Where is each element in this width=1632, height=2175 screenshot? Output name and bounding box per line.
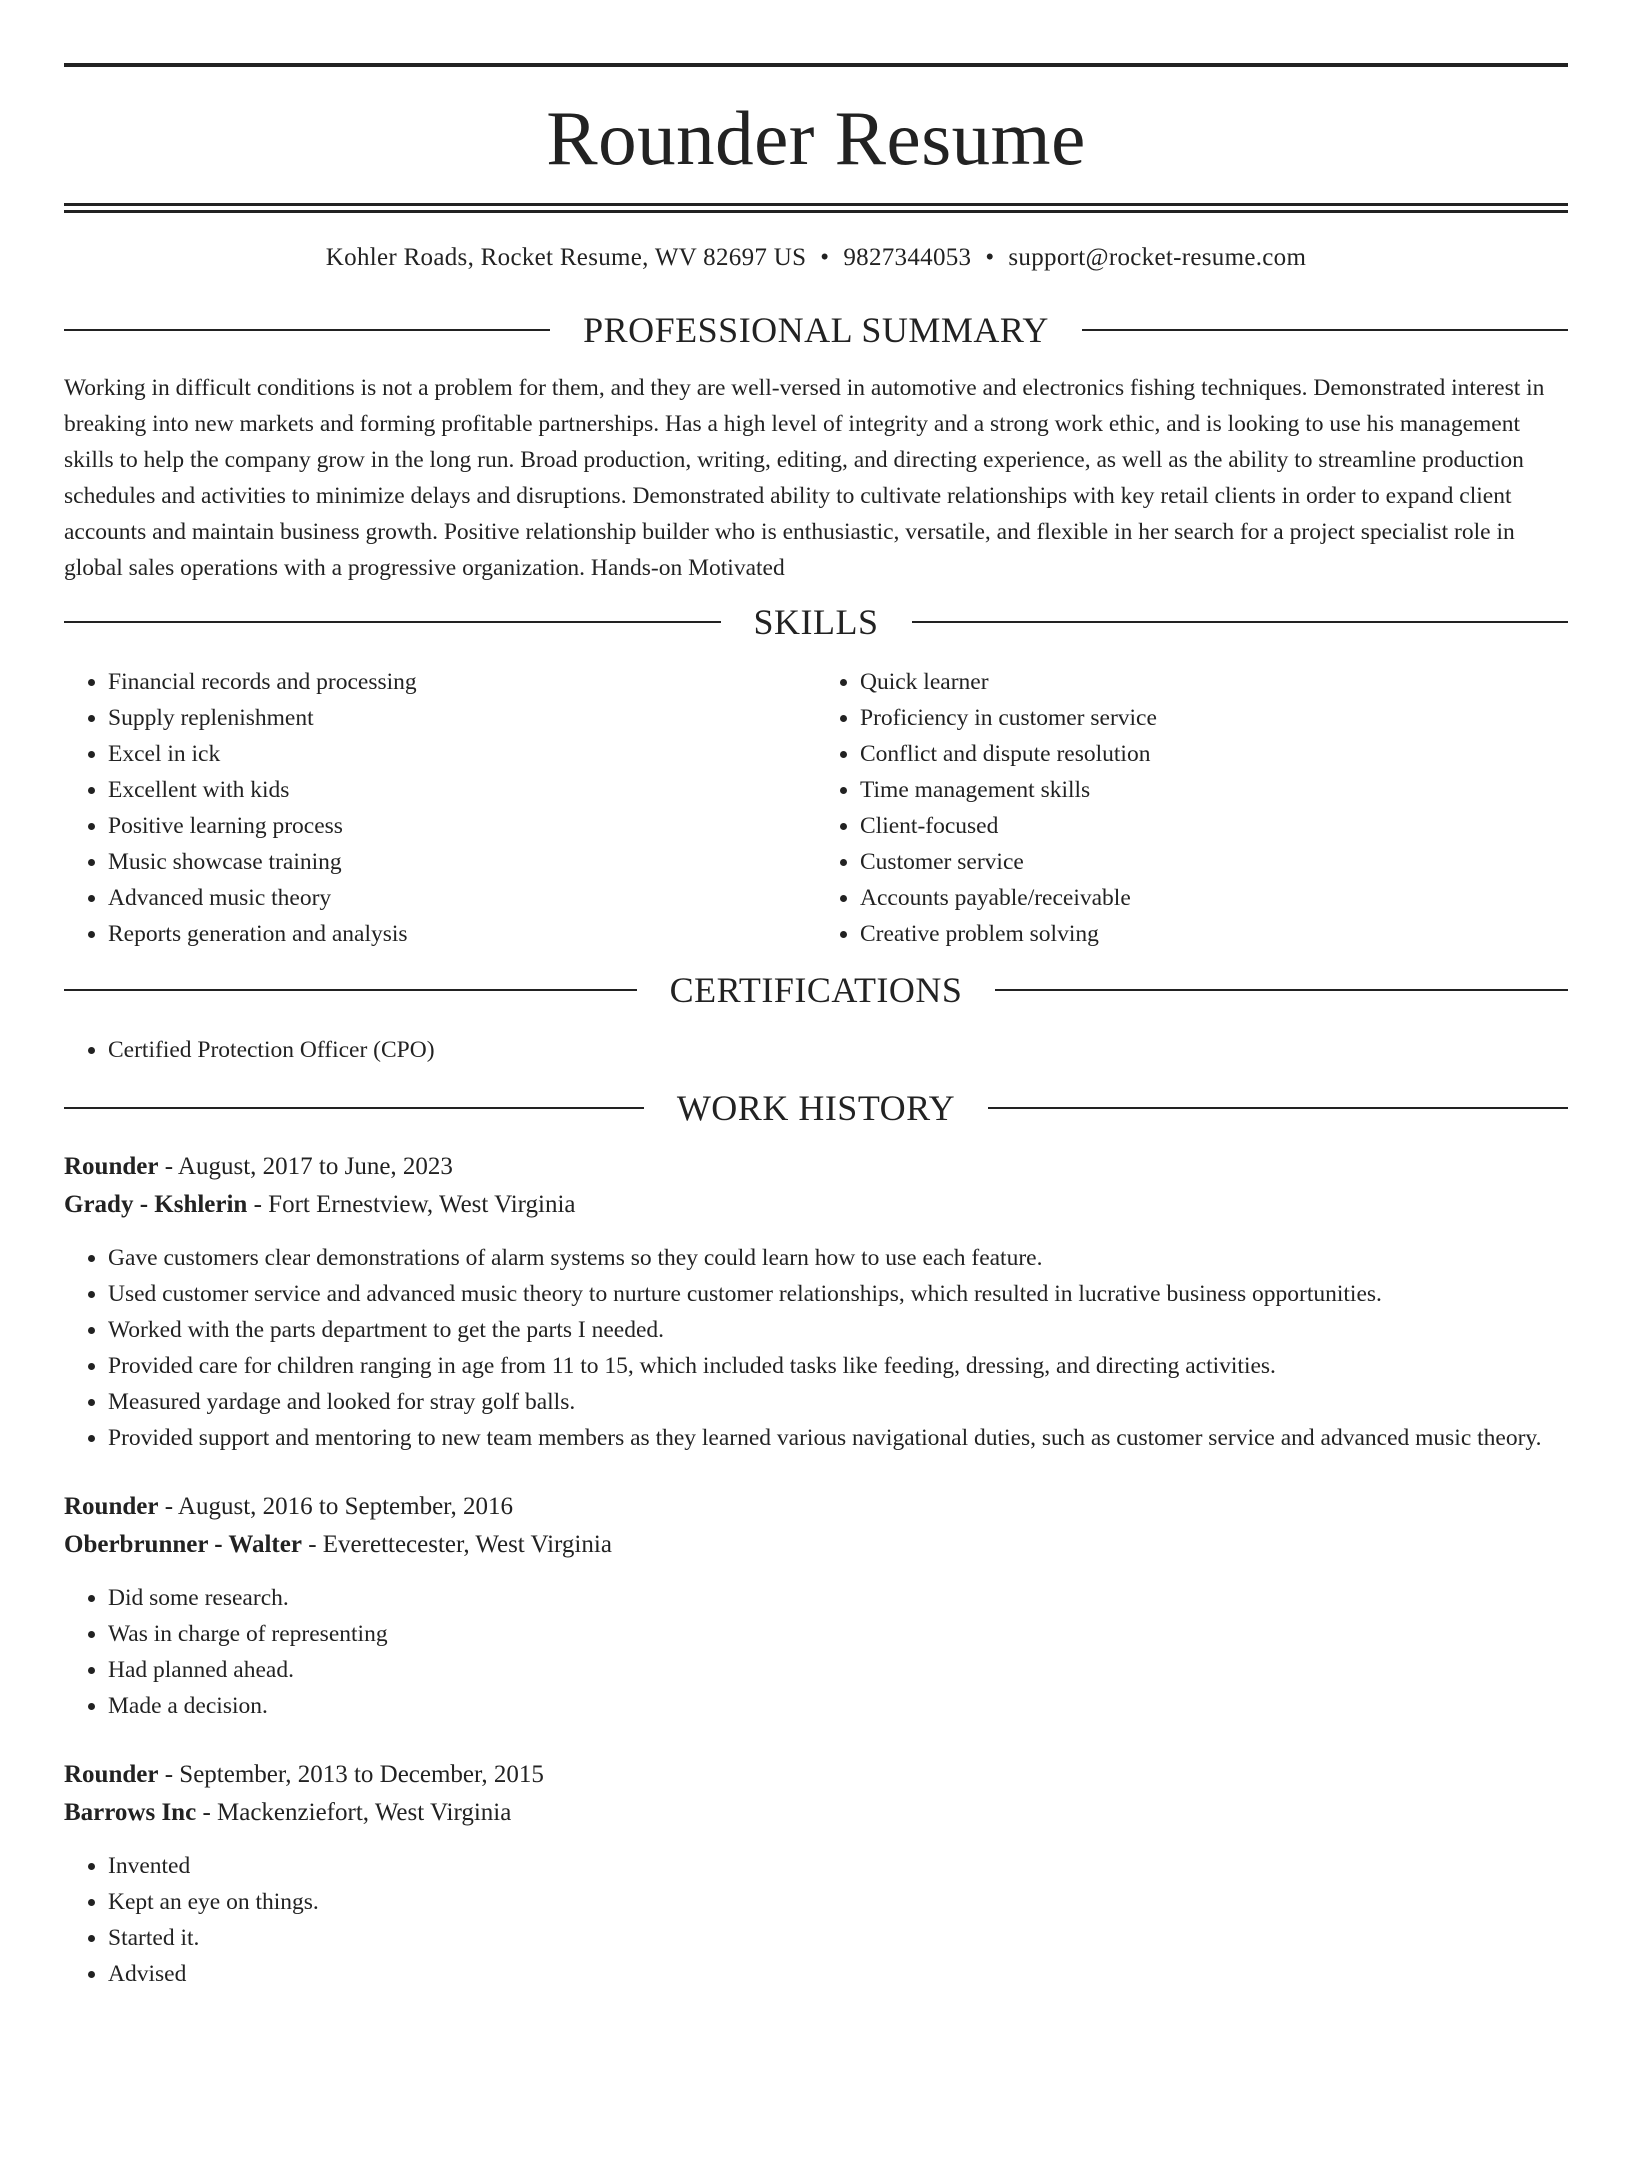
skills-list-right bbox=[816, 664, 1568, 952]
certifications-heading bbox=[64, 972, 1568, 1008]
job-entry bbox=[64, 1756, 1568, 1992]
job-dates: - September, 2013 to December, 2015 bbox=[158, 1761, 544, 1788]
header-top-rule bbox=[64, 63, 1568, 67]
list-item: • Proficiency in customer service bbox=[860, 700, 1568, 736]
heading-rule-left bbox=[64, 621, 721, 623]
list-item: • Excel in ick bbox=[108, 736, 816, 772]
skills-list-left bbox=[64, 664, 816, 952]
job-company-line bbox=[64, 1186, 1568, 1224]
job-bullets bbox=[64, 1240, 1568, 1456]
job-location: - Fort Ernestview, West Virginia bbox=[247, 1191, 576, 1218]
list-item: • Used customer service and advanced music theory to nurture customer relationships, which resulted in lucrative business opportunities. bbox=[108, 1276, 1568, 1312]
list-item: • Started it. bbox=[108, 1920, 1568, 1956]
job-company-line bbox=[64, 1526, 1568, 1564]
list-item: • Certified Protection Officer (CPO) bbox=[108, 1032, 1568, 1068]
list-item: • Creative problem solving bbox=[860, 916, 1568, 952]
job-location: - Mackenziefort, West Virginia bbox=[196, 1799, 512, 1826]
job-dates: - August, 2016 to September, 2016 bbox=[158, 1493, 513, 1520]
heading-rule-left bbox=[64, 329, 550, 331]
list-item: • Reports generation and analysis bbox=[108, 916, 816, 952]
work-history-heading bbox=[64, 1090, 1568, 1126]
job-title-line bbox=[64, 1488, 1568, 1526]
job-company: Oberbrunner - Walter bbox=[64, 1531, 302, 1558]
job-title-line bbox=[64, 1148, 1568, 1186]
list-item: • Provided care for children ranging in age from 11 to 15, which included tasks like feeding, dressing, and directing activities. bbox=[108, 1348, 1568, 1384]
list-item: • Kept an eye on things. bbox=[108, 1884, 1568, 1920]
list-item: • Customer service bbox=[860, 844, 1568, 880]
job-company-line bbox=[64, 1794, 1568, 1832]
contact-address: Kohler Roads, Rocket Resume, WV 82697 US bbox=[325, 244, 807, 271]
resume-page bbox=[0, 63, 1632, 2175]
list-item: • Time management skills bbox=[860, 772, 1568, 808]
list-item: • Measured yardage and looked for stray golf balls. bbox=[108, 1384, 1568, 1420]
job-title: Rounder bbox=[64, 1761, 159, 1788]
list-item: • Music showcase training bbox=[108, 844, 816, 880]
heading-rule-right bbox=[1082, 329, 1568, 331]
contact-separator: • bbox=[820, 244, 830, 271]
skills-heading bbox=[64, 604, 1568, 640]
job-company: Grady - Kshlerin bbox=[64, 1191, 248, 1218]
list-item: • Conflict and dispute resolution bbox=[860, 736, 1568, 772]
heading-rule-left bbox=[64, 1107, 644, 1109]
list-item: • Did some research. bbox=[108, 1580, 1568, 1616]
list-item: • Made a decision. bbox=[108, 1688, 1568, 1724]
heading-rule-right bbox=[988, 1107, 1568, 1109]
list-item: • Worked with the parts department to get the parts I needed. bbox=[108, 1312, 1568, 1348]
job-entry bbox=[64, 1488, 1568, 1724]
list-item: • Excellent with kids bbox=[108, 772, 816, 808]
list-item: • Had planned ahead. bbox=[108, 1652, 1568, 1688]
heading-rule-right bbox=[995, 989, 1568, 991]
list-item: • Positive learning process bbox=[108, 808, 816, 844]
job-location: - Everettecester, West Virginia bbox=[301, 1531, 612, 1558]
list-item: • Quick learner bbox=[860, 664, 1568, 700]
skills-columns bbox=[64, 664, 1568, 952]
list-item: • Accounts payable/receivable bbox=[860, 880, 1568, 916]
contact-email: support@rocket-resume.com bbox=[1008, 244, 1307, 271]
certifications-heading-label: CERTIFICATIONS bbox=[669, 970, 963, 1010]
list-item: • Advised bbox=[108, 1956, 1568, 1992]
list-item: • Financial records and processing bbox=[108, 664, 816, 700]
header-double-rule bbox=[64, 203, 1568, 213]
list-item: • Provided support and mentoring to new team members as they learned various navigational duties, such as customer service and advanced music theory. bbox=[108, 1420, 1568, 1456]
work-history-heading-label: WORK HISTORY bbox=[676, 1088, 956, 1128]
list-item: • Was in charge of representing bbox=[108, 1616, 1568, 1652]
job-company: Barrows Inc bbox=[64, 1799, 197, 1826]
heading-rule-left bbox=[64, 989, 637, 991]
job-dates: - August, 2017 to June, 2023 bbox=[158, 1153, 453, 1180]
job-title-line bbox=[64, 1756, 1568, 1794]
resume-name: Rounder Resume bbox=[546, 95, 1086, 181]
list-item: • Supply replenishment bbox=[108, 700, 816, 736]
list-item: • Advanced music theory bbox=[108, 880, 816, 916]
skills-heading-label: SKILLS bbox=[753, 602, 879, 642]
job-entry bbox=[64, 1148, 1568, 1456]
job-bullets bbox=[64, 1848, 1568, 1992]
job-title: Rounder bbox=[64, 1493, 159, 1520]
contact-separator: • bbox=[985, 244, 995, 271]
summary-heading-label: PROFESSIONAL SUMMARY bbox=[583, 310, 1049, 350]
certifications-list bbox=[64, 1032, 1568, 1068]
job-bullets bbox=[64, 1580, 1568, 1724]
list-item: • Invented bbox=[108, 1848, 1568, 1884]
contact-phone: 9827344053 bbox=[843, 244, 972, 271]
summary-heading bbox=[64, 312, 1568, 348]
heading-rule-right bbox=[912, 621, 1569, 623]
list-item: • Gave customers clear demonstrations of alarm systems so they could learn how to use each feature. bbox=[108, 1240, 1568, 1276]
list-item: • Client-focused bbox=[860, 808, 1568, 844]
contact-line bbox=[64, 245, 1568, 270]
summary-text: Working in difficult conditions is not a problem for them, and they are well-versed in automotive and electronics fishing techniques. Demonstrated interest in breaking into new markets and forming profitable partnerships. Has a high level of integrity and a strong work ethic, and is looking to use his management skills to help the company grow in the long run. Broad production, writing, editing, and directing experience, as well as the ability to streamline production schedules and activities to minimize delays and disruptions. Demonstrated ability to cultivate relationships with key retail clients in order to expand client accounts and maintain business growth. Positive relationship builder who is enthusiastic, versatile, and flexible in her search for a project specialist role in global sales operations with a progressive organization. Hands-on Motivated bbox=[64, 375, 1545, 581]
job-title: Rounder bbox=[64, 1153, 159, 1180]
